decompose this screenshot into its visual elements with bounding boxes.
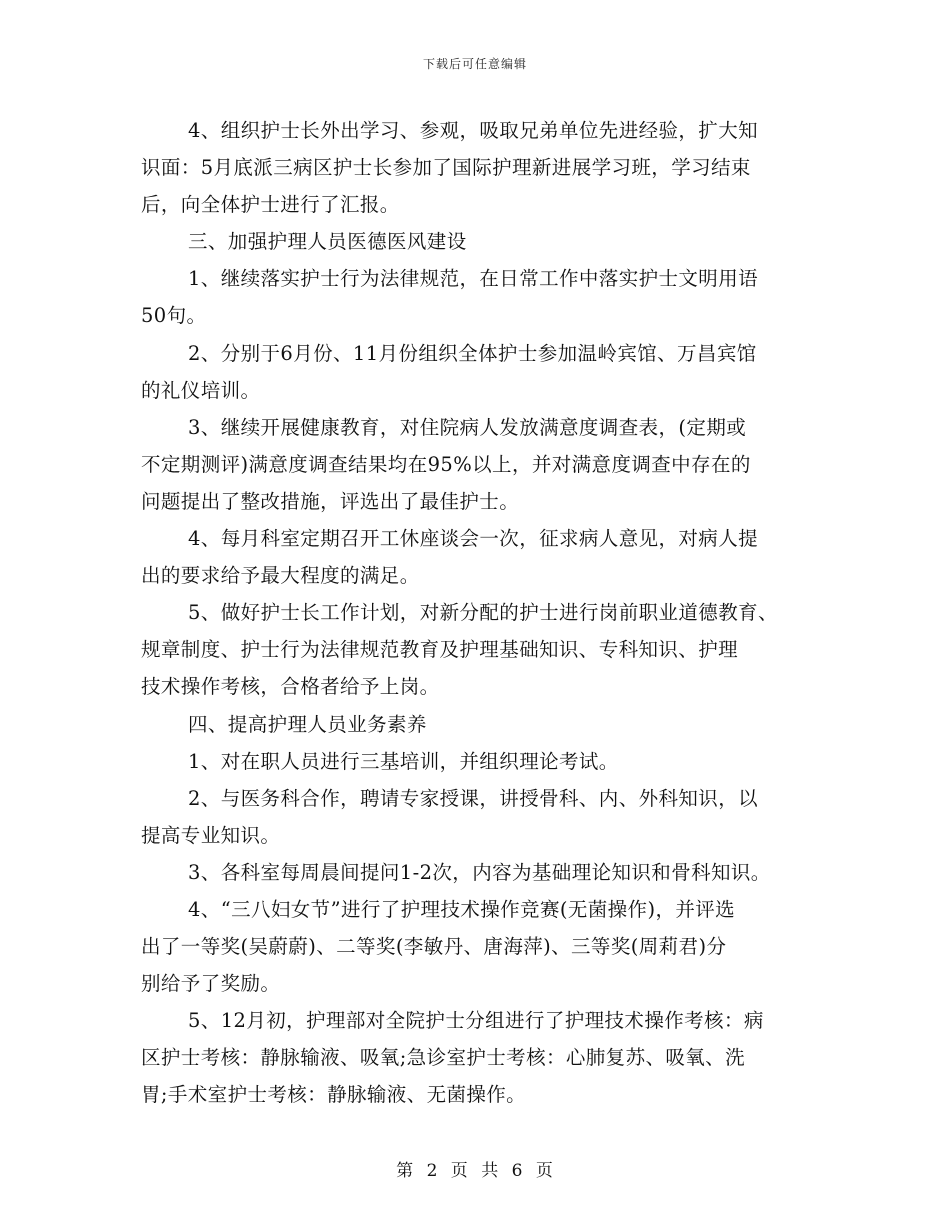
text-line: 后，向全体护士进行了汇报。: [141, 193, 400, 217]
text-line: 50句。: [141, 304, 207, 328]
section-heading: 三、加强护理人员医德医风建设: [188, 230, 467, 254]
text-line: 4、组织护士长外出学习、参观，吸取兄弟单位先进经验，扩大知: [188, 119, 759, 142]
text-line: 别给予了奖励。: [141, 972, 281, 996]
text-line: 4、“三八妇女节”进行了护理技术操作竞赛(无菌操作)，并评选: [188, 897, 736, 921]
text-line: 5、做好护士长工作计划，对新分配的护士进行岗前职业道德教育、: [188, 601, 778, 625]
text-line: 2、与医务科合作，聘请专家授课，讲授骨科、内、外科知识，以: [188, 786, 759, 810]
text-line: 的礼仪培训。: [141, 378, 261, 402]
document-body: [141, 112, 813, 1114]
text-line: 提高专业知识。: [141, 823, 281, 847]
text-line: 技术操作考核，合格者给予上岗。: [141, 675, 440, 699]
text-line: 3、各科室每周晨间提问1-2次，内容为基础理论知识和骨科知识。: [188, 860, 771, 884]
text-line: 2、分别于6月份、11月份组织全体护士参加温岭宾馆、万昌宾馆: [188, 341, 757, 365]
text-line: 4、每月科室定期召开工休座谈会一次，征求病人意见，对病人提: [188, 527, 759, 551]
section-heading: 四、提高护理人员业务素养: [188, 712, 427, 736]
text-line: 胃;手术室护士考核：静脉输液、无菌操作。: [141, 1083, 527, 1107]
text-line: 出了一等奖(吴蔚蔚)、二等奖(李敏丹、唐海萍)、三等奖(周莉君)分: [141, 935, 727, 959]
text-line: 5、12月初，护理部对全院护士分组进行了护理技术操作考核：病: [188, 1009, 764, 1033]
text-line: 1、对在职人员进行三基培训，并组织理论考试。: [188, 749, 619, 773]
text-line: 区护士考核：静脉输液、吸氧;急诊室护士考核：心肺复苏、吸氧、洗: [141, 1046, 745, 1070]
text-line: 不定期测评)满意度调查结果均在95%以上，并对满意度调查中存在的: [141, 452, 751, 476]
text-line: 规章制度、护士行为法律规范教育及护理基础知识、专科知识、护理: [141, 638, 739, 662]
text-line: 出的要求给予最大程度的满足。: [141, 564, 420, 588]
page-header: 下载后可任意编辑: [422, 57, 527, 71]
text-line: 3、继续开展健康教育，对住院病人发放满意度调查表，(定期或: [188, 415, 747, 439]
page-footer: 第 2 页 共 6 页: [396, 1161, 554, 1181]
text-line: 1、继续落实护士行为法律规范，在日常工作中落实护士文明用语: [188, 267, 759, 291]
text-line: 识面：5月底派三病区护士长参加了国际护理新进展学习班，学习结束: [141, 156, 751, 180]
text-line: 问题提出了整改措施，评选出了最佳护士。: [141, 489, 520, 513]
